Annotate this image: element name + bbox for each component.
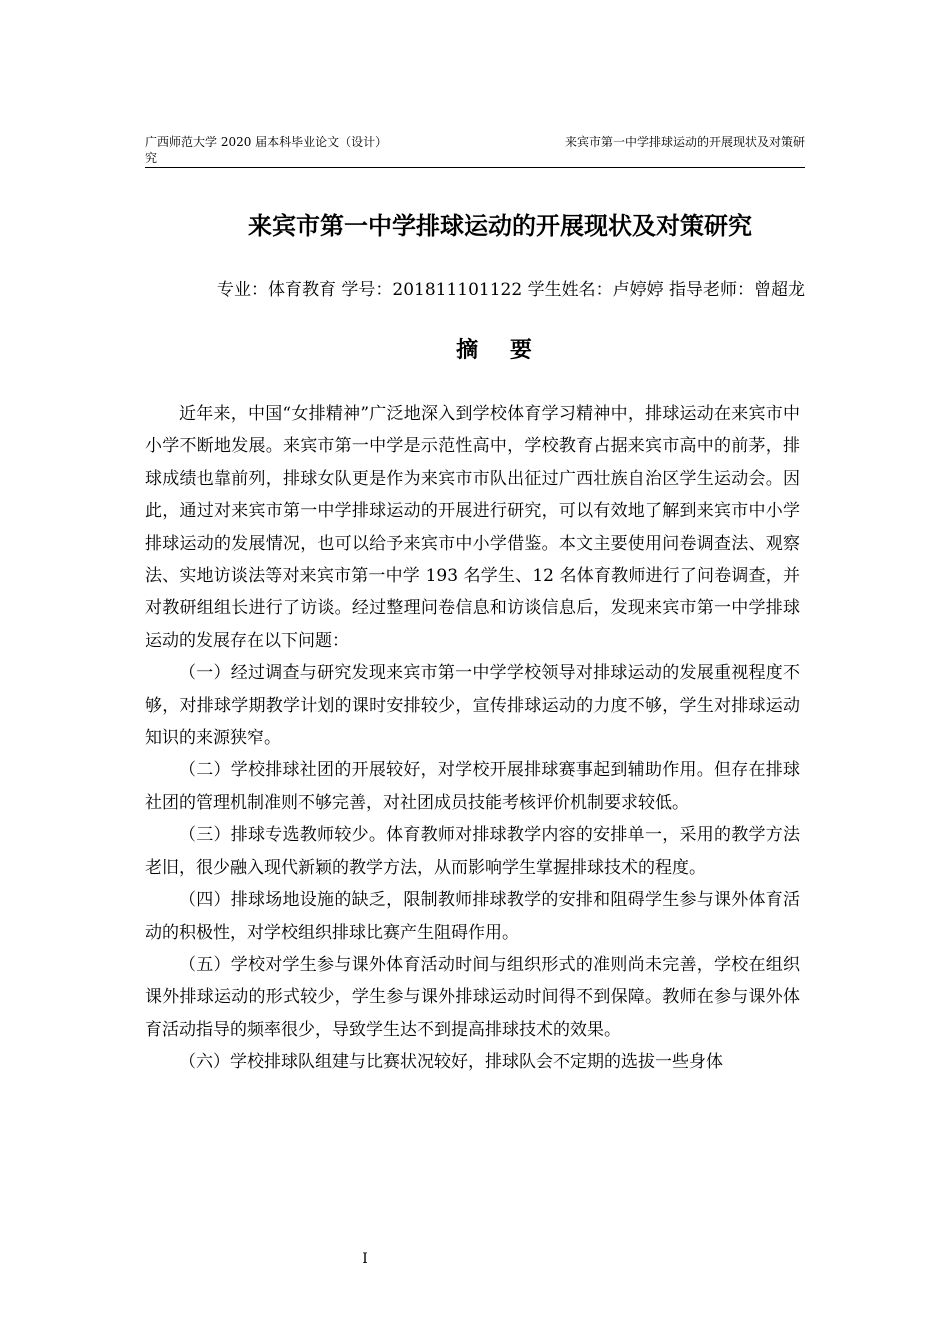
page-number: I xyxy=(362,1251,368,1267)
abstract-body xyxy=(145,398,800,1079)
abstract-paragraph: （四）排球场地设施的缺乏，限制教师排球教学的安排和阻碍学生参与课外体育活动的积极性，对学校组织排球比赛产生阻碍作用。 xyxy=(145,890,800,943)
abstract-paragraph: （六）学校排球队组建与比赛状况较好，排球队会不定期的选拔一些身体 xyxy=(179,1052,723,1073)
header-thesis-label: 广西师范大学 2020 届本科毕业论文（设计） xyxy=(145,135,388,149)
header-title-wrap: 究 xyxy=(145,151,158,165)
abstract-heading: 摘 要 xyxy=(456,338,544,363)
abstract-paragraph: 近年来，中国“女排精神”广泛地深入到学校体育学习精神中，排球运动在来宾市中小学不断地发展。来宾市第一中学是示范性高中，学校教育占据来宾市高中的前茅，排球成绩也靠前列，排球女队更是作为来宾市市队出征过广西壮族自治区学生运动会。因此，通过对来宾市第一中学排球运动的开展进行研究，可以有效地了解到来宾市中小学排球运动的发展情况，也可以给予来宾市中小学借鉴。本文主要使用问卷调查法、观察法、实地访谈法等对来宾市第一中学 193 名学生、12 名体育教师进行了问卷调查，并对教研组组长进行了访谈。经过整理问卷信息和访谈信息后，发现来宾市第一中学排球运动的发展存在以下问题： xyxy=(145,404,800,651)
header-short-title: 来宾市第一中学排球运动的开展现状及对策研 xyxy=(564,135,805,149)
author-info-line: 专业：体育教育 学号：201811101122 学生姓名：卢婷婷 指导老师：曾超龙 xyxy=(216,280,805,300)
abstract-paragraph: （二）学校排球社团的开展较好，对学校开展排球赛事起到辅助作用。但存在排球社团的管理机制准则不够完善，对社团成员技能考核评价机制要求较低。 xyxy=(145,760,800,813)
abstract-paragraph: （一）经过调查与研究发现来宾市第一中学学校领导对排球运动的发展重视程度不够，对排球学期教学计划的课时安排较少，宣传排球运动的力度不够，学生对排球运动知识的来源狭窄。 xyxy=(145,663,800,749)
running-header xyxy=(145,134,805,168)
paper-title: 来宾市第一中学排球运动的开展现状及对策研究 xyxy=(248,212,752,240)
abstract-paragraph: （三）排球专选教师较少。体育教师对排球教学内容的安排单一，采用的教学方法老旧，很少融入现代新颖的教学方法，从而影响学生掌握排球技术的程度。 xyxy=(145,825,800,878)
abstract-paragraph: （五）学校对学生参与课外体育活动时间与组织形式的准则尚未完善，学校在组织课外排球运动的形式较少，学生参与课外排球运动时间得不到保障。教师在参与课外体育活动指导的频率很少，导致学生达不到提高排球技术的效果。 xyxy=(145,954,800,1040)
